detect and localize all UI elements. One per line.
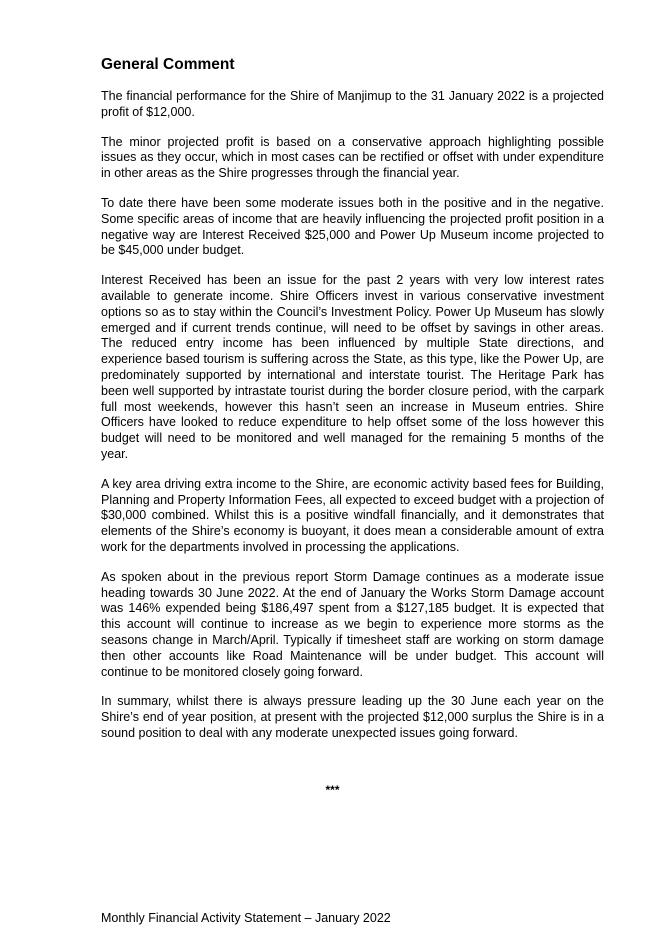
paragraph-4: Interest Received has been an issue for the past 2 years with very low interest rates available to generate income. Shire Officers invest in various conservative investment options so as to stay within the Council’s Investment Policy. Power Up Museum has slowly emerged and if current trends continue, will need to be offset by savings in other areas. The reduced entry income has been influenced by multiple State directions, and experience based tourism is suffering across the State, as this type, like the Power Up, are predominately supported by international and interstate tourist. The Heritage Park has been well supported by intrastate tourist during the border closure period, with the carpark full most weekends, however this hasn’t seen an increase in Museum entries. Shire Officers have looked to reduce expenditure to help offset some of the loss however this budget will need to be monitored and well managed for the remaining 5 months of the year. [101, 273, 604, 461]
section-separator: *** [325, 783, 340, 797]
paragraph-3: To date there have been some moderate issues both in the positive and in the negative. Some specific areas of income that are heavily influencing the projected profit position in a negative way are Interest Received $25,000 and Power Up Museum income projected to be $45,000 under budget. [101, 195, 604, 258]
page-footer: Monthly Financial Activity Statement – January 2022 [101, 911, 391, 925]
paragraph-2: The minor projected profit is based on a conservative approach highlighting possible issues as they occur, which in most cases can be rectified or offset with under expenditure in other areas as the Shire progresses through the financial year. [101, 134, 604, 181]
paragraph-6: As spoken about in the previous report Storm Damage continues as a moderate issue heading towards 30 June 2022. At the end of January the Works Storm Damage account was 146% expended being $186,497 spent from a $127,185 budget. It is expected that this account will continue to increase as we begin to experience more storms as the seasons change in March/April. Typically if timesheet staff are working on storm damage then other accounts like Road Maintenance will be under budget. This account will continue to be monitored closely going forward. [101, 569, 604, 679]
paragraph-1: The financial performance for the Shire of Manjimup to the 31 January 2022 is a projected profit of $12,000. [101, 89, 604, 119]
paragraph-7: In summary, whilst there is always pressure leading up the 30 June each year on the Shire’s end of year position, at present with the projected $12,000 surplus the Shire is in a sound position to deal with any moderate unexpected issues going forward. [101, 694, 604, 740]
page-title: General Comment [101, 56, 235, 73]
body-text [101, 89, 604, 756]
paragraph-5: A key area driving extra income to the Shire, are economic activity based fees for Building, Planning and Property Information Fees, all expected to exceed budget with a projection of $30,000 combined. Whilst this is a positive windfall financially, and it demonstrates that elements of the Shire’s economy is buoyant, it does mean a considerable amount of extra work for the departments involved in processing the applications. [101, 476, 604, 554]
